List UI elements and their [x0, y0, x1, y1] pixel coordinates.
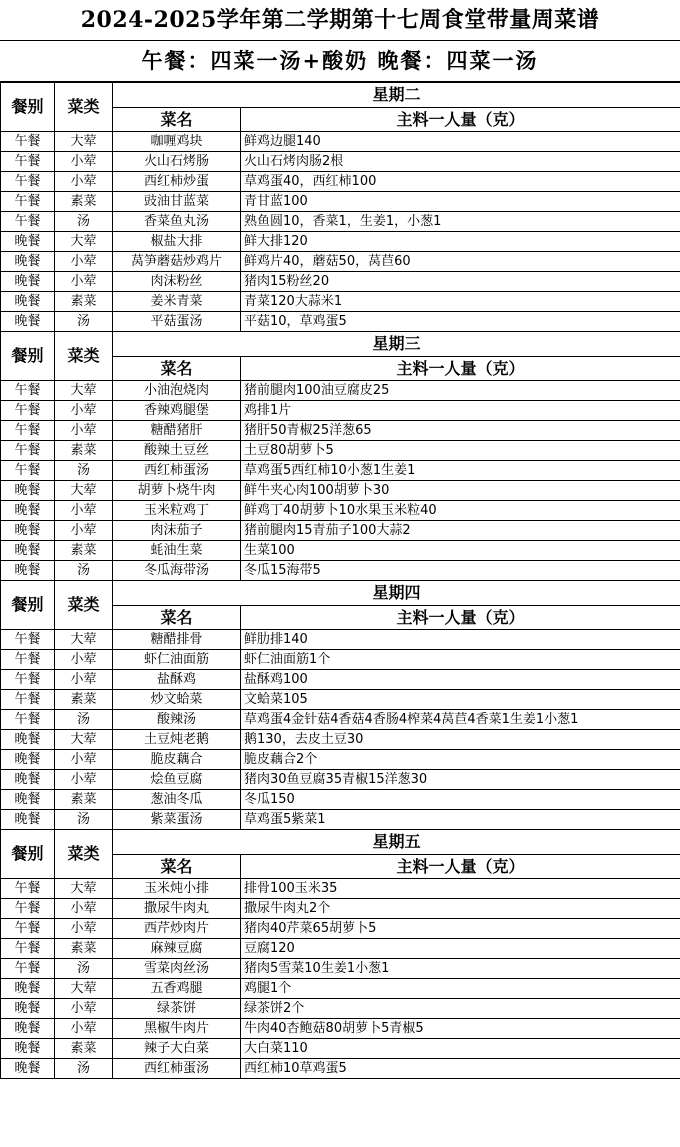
day-name: 星期五	[113, 830, 680, 855]
meal-cell: 晚餐	[1, 292, 55, 312]
category-cell: 小荤	[55, 252, 113, 272]
category-cell: 大荤	[55, 132, 113, 152]
table-row	[1, 790, 680, 810]
meal-cell: 晚餐	[1, 999, 55, 1019]
meal-cell: 午餐	[1, 690, 55, 710]
table-row	[1, 421, 680, 441]
day-header-row	[1, 581, 680, 606]
category-cell: 汤	[55, 212, 113, 232]
ingredients-cell: 冬瓜15海带5	[241, 561, 680, 581]
ingredients-cell: 鲜肋排140	[241, 630, 680, 650]
ingredients-cell: 土豆80胡萝卜5	[241, 441, 680, 461]
table-row	[1, 292, 680, 312]
table-row	[1, 232, 680, 252]
ingredients-cell: 火山石烤肉肠2根	[241, 152, 680, 172]
category-cell: 小荤	[55, 172, 113, 192]
table-row	[1, 481, 680, 501]
table-row	[1, 1039, 680, 1059]
meal-column-header: 餐别	[1, 332, 55, 381]
category-cell: 素菜	[55, 790, 113, 810]
dish-cell: 糖醋猪肝	[113, 421, 241, 441]
dish-cell: 豉油甘蓝菜	[113, 192, 241, 212]
meal-cell: 午餐	[1, 172, 55, 192]
ingredients-cell: 牛肉40杏鲍菇80胡萝卜5青椒5	[241, 1019, 680, 1039]
day-header-row	[1, 332, 680, 357]
meal-cell: 午餐	[1, 132, 55, 152]
dish-cell: 胡萝卜烧牛肉	[113, 481, 241, 501]
category-cell: 素菜	[55, 939, 113, 959]
ingredients-cell: 鲜鸡丁40胡萝卜10水果玉米粒40	[241, 501, 680, 521]
ingredients-cell: 排骨100玉米35	[241, 879, 680, 899]
category-cell: 小荤	[55, 501, 113, 521]
ingredients-cell: 草鸡蛋5西红柿10小葱1生姜1	[241, 461, 680, 481]
table-row	[1, 899, 680, 919]
ingredients-cell: 草鸡蛋40，西红柿100	[241, 172, 680, 192]
dish-cell: 西红柿蛋汤	[113, 461, 241, 481]
dish-cell: 糖醋排骨	[113, 630, 241, 650]
meal-cell: 午餐	[1, 710, 55, 730]
dish-cell: 香辣鸡腿堡	[113, 401, 241, 421]
table-row	[1, 172, 680, 192]
dish-cell: 平菇蛋汤	[113, 312, 241, 332]
day-header-row	[1, 83, 680, 108]
meal-column-header: 餐别	[1, 581, 55, 630]
meal-cell: 晚餐	[1, 750, 55, 770]
ingredients-cell: 熟鱼圆10，香菜1，生姜1，小葱1	[241, 212, 680, 232]
category-cell: 大荤	[55, 481, 113, 501]
meal-cell: 午餐	[1, 212, 55, 232]
day-header-row	[1, 830, 680, 855]
table-row	[1, 710, 680, 730]
category-cell: 小荤	[55, 899, 113, 919]
ingredients-column-header: 主料一人量（克）	[241, 855, 680, 879]
category-cell: 汤	[55, 959, 113, 979]
table-row	[1, 770, 680, 790]
table-row	[1, 959, 680, 979]
meal-cell: 晚餐	[1, 730, 55, 750]
meal-cell: 晚餐	[1, 272, 55, 292]
table-row	[1, 979, 680, 999]
ingredients-cell: 脆皮藕合2个	[241, 750, 680, 770]
dish-cell: 椒盐大排	[113, 232, 241, 252]
category-cell: 大荤	[55, 381, 113, 401]
category-cell: 小荤	[55, 919, 113, 939]
category-cell: 汤	[55, 312, 113, 332]
dish-cell: 肉沫粉丝	[113, 272, 241, 292]
dish-cell: 冬瓜海带汤	[113, 561, 241, 581]
category-cell: 小荤	[55, 421, 113, 441]
table-row	[1, 152, 680, 172]
table-row	[1, 750, 680, 770]
category-cell: 小荤	[55, 750, 113, 770]
meal-cell: 晚餐	[1, 561, 55, 581]
ingredients-cell: 青菜120大蒜米1	[241, 292, 680, 312]
dish-column-header: 菜名	[113, 357, 241, 381]
dish-cell: 土豆炖老鹅	[113, 730, 241, 750]
table-row	[1, 690, 680, 710]
table-row	[1, 939, 680, 959]
dish-cell: 虾仁油面筋	[113, 650, 241, 670]
ingredients-cell: 虾仁油面筋1个	[241, 650, 680, 670]
meal-column-header: 餐别	[1, 83, 55, 132]
meal-cell: 晚餐	[1, 979, 55, 999]
meal-column-header: 餐别	[1, 830, 55, 879]
category-cell: 汤	[55, 710, 113, 730]
dish-cell: 香菜鱼丸汤	[113, 212, 241, 232]
meal-cell: 午餐	[1, 939, 55, 959]
category-cell: 小荤	[55, 152, 113, 172]
meal-cell: 晚餐	[1, 1019, 55, 1039]
dish-cell: 玉米粒鸡丁	[113, 501, 241, 521]
category-cell: 汤	[55, 461, 113, 481]
ingredients-cell: 猪肉15粉丝20	[241, 272, 680, 292]
ingredients-cell: 冬瓜150	[241, 790, 680, 810]
meal-cell: 午餐	[1, 650, 55, 670]
dish-cell: 酸辣汤	[113, 710, 241, 730]
category-cell: 小荤	[55, 1019, 113, 1039]
meal-cell: 晚餐	[1, 501, 55, 521]
ingredients-cell: 猪前腿肉100油豆腐皮25	[241, 381, 680, 401]
meal-cell: 晚餐	[1, 790, 55, 810]
ingredients-cell: 绿茶饼2个	[241, 999, 680, 1019]
table-row	[1, 132, 680, 152]
category-cell: 汤	[55, 810, 113, 830]
dish-cell: 盐酥鸡	[113, 670, 241, 690]
table-row	[1, 192, 680, 212]
dish-cell: 脆皮藕合	[113, 750, 241, 770]
category-column-header: 菜类	[55, 332, 113, 381]
weekly-menu-table	[0, 82, 680, 1079]
meal-cell: 晚餐	[1, 312, 55, 332]
dish-cell: 炒文蛤菜	[113, 690, 241, 710]
table-row	[1, 1059, 680, 1079]
ingredients-cell: 猪肉30鱼豆腐35青椒15洋葱30	[241, 770, 680, 790]
meal-cell: 晚餐	[1, 541, 55, 561]
table-row	[1, 879, 680, 899]
category-cell: 素菜	[55, 1039, 113, 1059]
category-cell: 大荤	[55, 232, 113, 252]
ingredients-cell: 猪肝50青椒25洋葱65	[241, 421, 680, 441]
dish-cell: 小油泡烧肉	[113, 381, 241, 401]
meal-cell: 晚餐	[1, 252, 55, 272]
meal-cell: 晚餐	[1, 481, 55, 501]
meal-cell: 午餐	[1, 919, 55, 939]
dish-cell: 辣子大白菜	[113, 1039, 241, 1059]
dish-cell: 玉米炖小排	[113, 879, 241, 899]
ingredients-cell: 猪前腿肉15青茄子100大蒜2	[241, 521, 680, 541]
category-cell: 汤	[55, 561, 113, 581]
table-row	[1, 670, 680, 690]
category-cell: 小荤	[55, 401, 113, 421]
meal-cell: 晚餐	[1, 770, 55, 790]
dish-cell: 黑椒牛肉片	[113, 1019, 241, 1039]
ingredients-cell: 鲜鸡片40，蘑菇50，莴苣60	[241, 252, 680, 272]
dish-cell: 西红柿炒蛋	[113, 172, 241, 192]
category-cell: 素菜	[55, 690, 113, 710]
ingredients-cell: 大白菜110	[241, 1039, 680, 1059]
dish-cell: 姜米青菜	[113, 292, 241, 312]
table-row	[1, 730, 680, 750]
category-column-header: 菜类	[55, 581, 113, 630]
ingredients-column-header: 主料一人量（克）	[241, 606, 680, 630]
dish-cell: 紫菜蛋汤	[113, 810, 241, 830]
table-row	[1, 561, 680, 581]
meal-cell: 午餐	[1, 441, 55, 461]
meal-cell: 午餐	[1, 461, 55, 481]
dish-cell: 五香鸡腿	[113, 979, 241, 999]
ingredients-cell: 猪肉5雪菜10生姜1小葱1	[241, 959, 680, 979]
dish-column-header: 菜名	[113, 855, 241, 879]
dish-column-header: 菜名	[113, 606, 241, 630]
category-cell: 小荤	[55, 521, 113, 541]
table-row	[1, 381, 680, 401]
ingredients-cell: 青甘蓝100	[241, 192, 680, 212]
category-cell: 小荤	[55, 770, 113, 790]
category-cell: 素菜	[55, 192, 113, 212]
meal-cell: 午餐	[1, 152, 55, 172]
meal-cell: 午餐	[1, 401, 55, 421]
meal-cell: 午餐	[1, 879, 55, 899]
category-cell: 汤	[55, 1059, 113, 1079]
category-cell: 大荤	[55, 879, 113, 899]
category-cell: 小荤	[55, 670, 113, 690]
category-cell: 小荤	[55, 999, 113, 1019]
day-name: 星期四	[113, 581, 680, 606]
dish-cell: 蚝油生菜	[113, 541, 241, 561]
dish-cell: 撒尿牛肉丸	[113, 899, 241, 919]
meal-cell: 午餐	[1, 670, 55, 690]
ingredients-cell: 鹅130，去皮土豆30	[241, 730, 680, 750]
category-cell: 小荤	[55, 272, 113, 292]
meal-cell: 晚餐	[1, 1059, 55, 1079]
category-cell: 小荤	[55, 650, 113, 670]
ingredients-cell: 猪肉40芹菜65胡萝卜5	[241, 919, 680, 939]
ingredients-cell: 草鸡蛋5紫菜1	[241, 810, 680, 830]
dish-cell: 咖喱鸡块	[113, 132, 241, 152]
meal-cell: 午餐	[1, 899, 55, 919]
dish-cell: 雪菜肉丝汤	[113, 959, 241, 979]
table-row	[1, 630, 680, 650]
category-column-header: 菜类	[55, 83, 113, 132]
dish-cell: 烩鱼豆腐	[113, 770, 241, 790]
table-row	[1, 312, 680, 332]
category-cell: 素菜	[55, 292, 113, 312]
ingredients-cell: 生菜100	[241, 541, 680, 561]
table-row	[1, 521, 680, 541]
table-row	[1, 1019, 680, 1039]
table-row	[1, 541, 680, 561]
ingredients-cell: 文蛤菜105	[241, 690, 680, 710]
ingredients-cell: 西红柿10草鸡蛋5	[241, 1059, 680, 1079]
table-row	[1, 501, 680, 521]
category-cell: 大荤	[55, 979, 113, 999]
meal-cell: 午餐	[1, 192, 55, 212]
dish-cell: 火山石烤肠	[113, 152, 241, 172]
ingredients-cell: 鲜鸡边腿140	[241, 132, 680, 152]
meal-cell: 午餐	[1, 381, 55, 401]
meal-cell: 晚餐	[1, 232, 55, 252]
menu-subtitle: 午餐：四菜一汤+酸奶 晚餐：四菜一汤	[0, 41, 680, 82]
ingredients-cell: 豆腐120	[241, 939, 680, 959]
dish-cell: 葱油冬瓜	[113, 790, 241, 810]
table-row	[1, 252, 680, 272]
table-row	[1, 999, 680, 1019]
meal-cell: 晚餐	[1, 1039, 55, 1059]
ingredients-cell: 草鸡蛋4金针菇4香菇4香肠4榨菜4莴苣4香菜1生姜1小葱1	[241, 710, 680, 730]
category-cell: 大荤	[55, 730, 113, 750]
table-row	[1, 401, 680, 421]
ingredients-column-header: 主料一人量（克）	[241, 108, 680, 132]
category-cell: 大荤	[55, 630, 113, 650]
day-name: 星期二	[113, 83, 680, 108]
table-row	[1, 272, 680, 292]
table-row	[1, 919, 680, 939]
menu-title: 2024-2025学年第二学期第十七周食堂带量周菜谱	[0, 0, 680, 41]
meal-cell: 午餐	[1, 630, 55, 650]
ingredients-cell: 撒尿牛肉丸2个	[241, 899, 680, 919]
dish-cell: 绿茶饼	[113, 999, 241, 1019]
dish-cell: 麻辣豆腐	[113, 939, 241, 959]
ingredients-cell: 鸡腿1个	[241, 979, 680, 999]
meal-cell: 午餐	[1, 421, 55, 441]
ingredients-column-header: 主料一人量（克）	[241, 357, 680, 381]
ingredients-cell: 鸡排1片	[241, 401, 680, 421]
table-row	[1, 461, 680, 481]
dish-cell: 莴笋蘑菇炒鸡片	[113, 252, 241, 272]
dish-cell: 酸辣土豆丝	[113, 441, 241, 461]
day-name: 星期三	[113, 332, 680, 357]
dish-cell: 西红柿蛋汤	[113, 1059, 241, 1079]
meal-cell: 午餐	[1, 959, 55, 979]
dish-cell: 西芹炒肉片	[113, 919, 241, 939]
dish-cell: 肉沫茄子	[113, 521, 241, 541]
ingredients-cell: 鲜牛夹心肉100胡萝卜30	[241, 481, 680, 501]
ingredients-cell: 鲜大排120	[241, 232, 680, 252]
ingredients-cell: 盐酥鸡100	[241, 670, 680, 690]
table-row	[1, 212, 680, 232]
category-cell: 素菜	[55, 541, 113, 561]
category-cell: 素菜	[55, 441, 113, 461]
category-column-header: 菜类	[55, 830, 113, 879]
meal-cell: 晚餐	[1, 810, 55, 830]
table-row	[1, 650, 680, 670]
ingredients-cell: 平菇10，草鸡蛋5	[241, 312, 680, 332]
dish-column-header: 菜名	[113, 108, 241, 132]
table-row	[1, 810, 680, 830]
table-row	[1, 441, 680, 461]
meal-cell: 晚餐	[1, 521, 55, 541]
